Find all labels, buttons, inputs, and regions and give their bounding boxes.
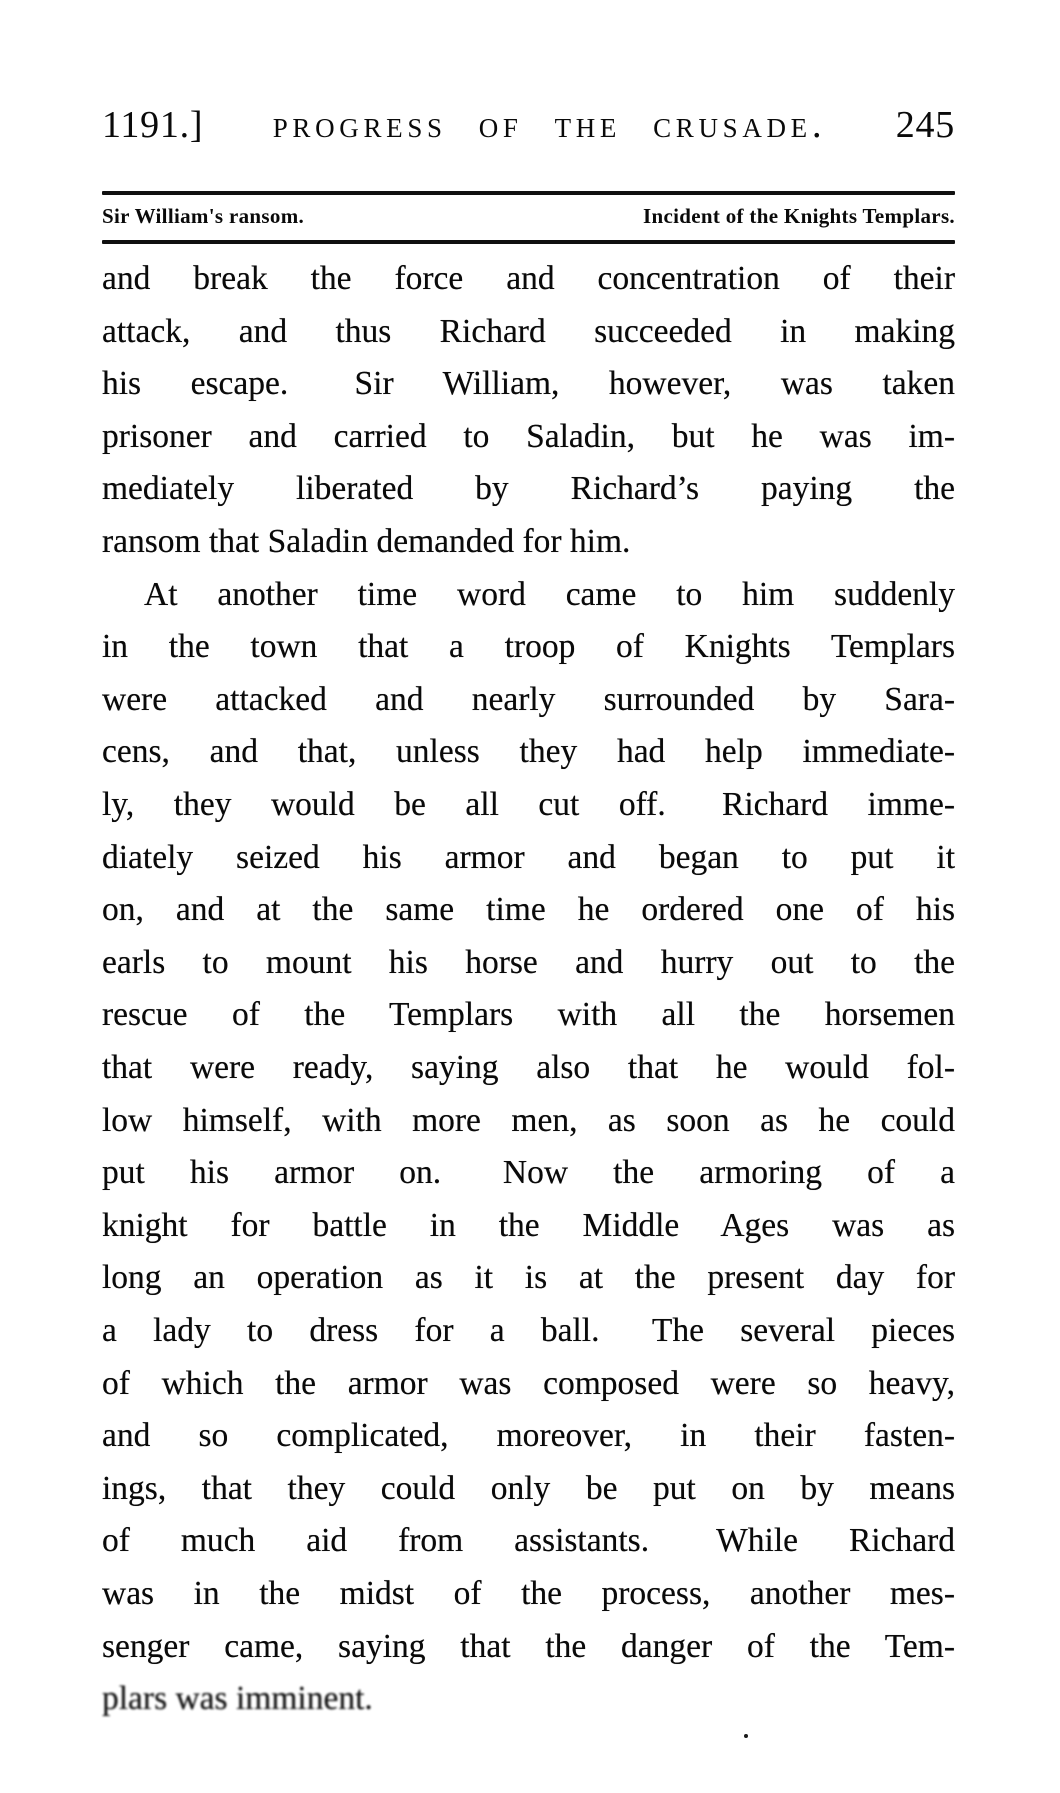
text-line: senger came, saying that the danger of the Tem- [102, 1627, 955, 1665]
text-line: ings, that they could only be put on by means [102, 1469, 955, 1507]
text-line: knight for battle in the Middle Ages was as [102, 1206, 955, 1244]
text-line: prisoner and carried to Saladin, but he was im- [102, 417, 955, 455]
text-line: mediately liberated by Richard’s paying the [102, 470, 955, 508]
text-line: that were ready, saying also that he would fol- [102, 1048, 955, 1086]
header-rule-top [102, 191, 955, 195]
text-line: and break the force and concentration of their [102, 260, 955, 298]
text-line: rescue of the Templars with all the horsemen [102, 996, 955, 1034]
text-line: plars was imminent. [102, 1680, 373, 1718]
text-line: cens, and that, unless they had help immediate- [102, 733, 955, 771]
running-head-left: Sir William's ransom. [102, 203, 305, 228]
paragraph [102, 253, 955, 569]
text-line: earls to mount his horse and hurry out to the [102, 943, 955, 981]
running-head-right: Incident of the Knights Templars. [642, 203, 955, 228]
text-line: of much aid from assistants. While Richard [102, 1522, 955, 1560]
text-line: long an operation as it is at the present day for [102, 1259, 955, 1297]
header-title: progress of the crusade. [272, 103, 827, 146]
text-line: his escape. Sir William, however, was taken [102, 365, 955, 403]
text-line: was in the midst of the process, another mes- [102, 1574, 955, 1612]
header-date: 1191.] [102, 104, 204, 146]
text-line: At another time word came to him suddenly [144, 575, 955, 613]
text-line: diately seized his armor and began to put it [102, 838, 955, 876]
text-line: were attacked and nearly surrounded by Sara- [102, 680, 955, 718]
header-rule-bottom [102, 240, 955, 244]
text-line: in the town that a troop of Knights Templars [102, 628, 955, 666]
text-line: on, and at the same time he ordered one of his [102, 891, 955, 929]
text-line: attack, and thus Richard succeeded in making [102, 312, 955, 350]
text-line: ransom that Saladin demanded for him. [102, 523, 631, 561]
scan-speck [744, 1734, 748, 1738]
text-line: and so complicated, moreover, in their fasten- [102, 1417, 955, 1455]
page-body [102, 253, 955, 1726]
text-line: a lady to dress for a ball. The several pieces [102, 1311, 955, 1349]
text-column [102, 104, 955, 1726]
text-line: ly, they would be all cut off. Richard imme- [102, 786, 955, 824]
text-line: of which the armor was composed were so heavy, [102, 1364, 955, 1402]
page-header [102, 104, 955, 147]
text-line: low himself, with more men, as soon as he could [102, 1101, 955, 1139]
header-page-number: 245 [895, 104, 955, 146]
text-line: put his armor on. Now the armoring of a [102, 1154, 955, 1192]
running-heads [102, 204, 955, 229]
paragraph [102, 569, 955, 1726]
